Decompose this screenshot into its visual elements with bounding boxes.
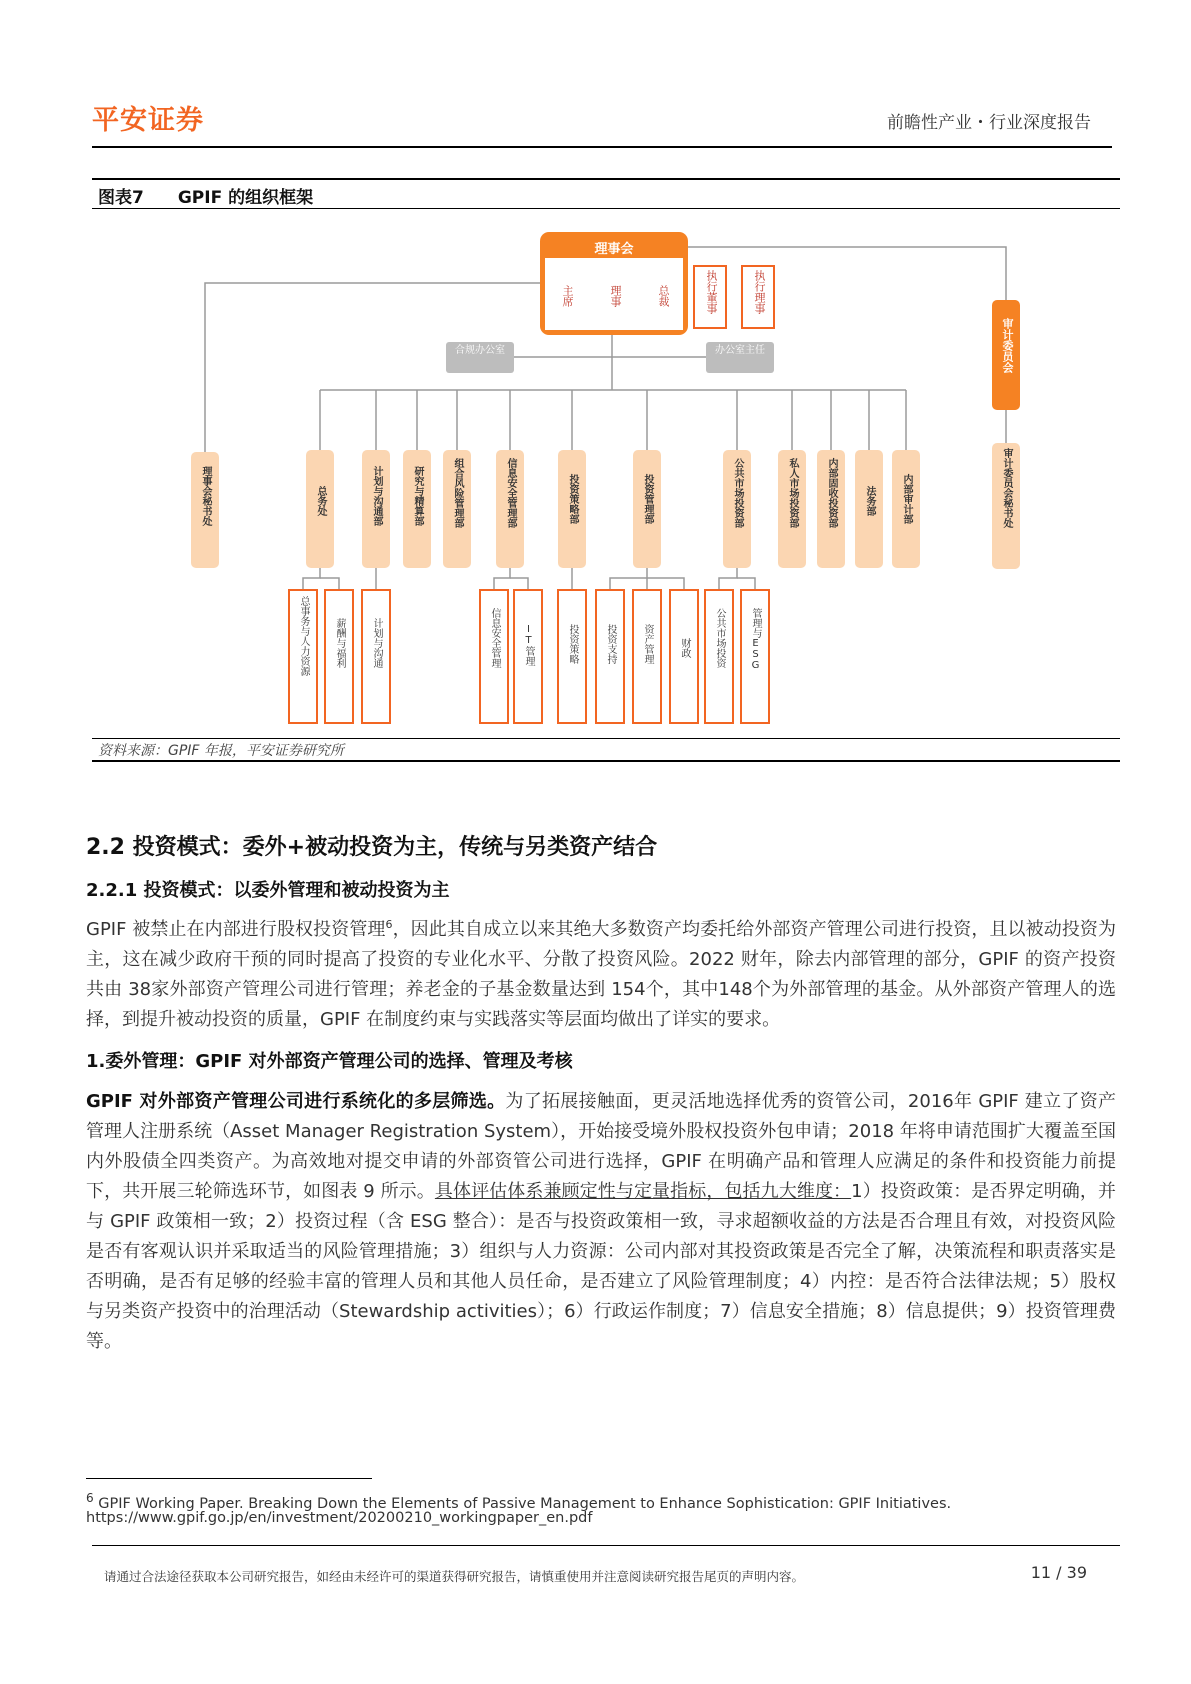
sub-general-hr: 总事务与人力资源 — [298, 596, 309, 676]
paragraph-1-part-b: ，因此其自成立以来其绝大多数资产均委托给外部资产管理公司进行投资，且以被动投资为主，这在减少政府干预的同时提高了投资的专业化水平、分散了投资风险。2022 财年，除去内部管理的部分，GPIF 的资产投资共由 38家外部资产管理公司进行管理；养老金的子基金数量达到 154个，其中148个为外部管理的基金。从外部资产管理人的选择，到提升被动投资的质量，GPIF 在制度约束与实践落实等层面均做出了详实的要求。 — [86, 919, 1116, 1030]
sub-info-security: 信息安全管理 — [489, 608, 500, 668]
paragraph-1-part-a: GPIF 被禁止在内部进行股权投资管理 — [86, 919, 386, 940]
board-secretariat-label: 理事会秘书处 — [200, 466, 211, 526]
audit-secretariat-label: 审计委员会秘书处 — [1001, 448, 1012, 528]
sub-compensation: 薪酬与福利 — [334, 618, 345, 668]
footnote-url[interactable]: https://www.gpif.go.jp/en/investment/20200210_workingpaper_en.pdf — [86, 1510, 593, 1526]
sub-it: IT管理 — [523, 624, 534, 666]
paragraph-2 — [86, 1087, 1116, 1357]
footnote-rule — [86, 1478, 372, 1479]
section-heading: 2.2 投资模式：委外+被动投资为主，传统与另类资产结合 — [86, 835, 658, 860]
subsection-heading: 2.2.1 投资模式：以委外管理和被动投资为主 — [86, 880, 450, 901]
sub-management-esg: 管理与ESG — [750, 608, 761, 671]
heading-outsourcing: 1.委外管理：GPIF 对外部资产管理公司的选择、管理及考核 — [86, 1051, 573, 1072]
dept-general-affairs: 总务处 — [315, 486, 326, 516]
footer-rule — [92, 1545, 1120, 1546]
board-member-chair: 主席 — [561, 285, 574, 307]
dept-private-market: 私人市场投资部 — [787, 458, 798, 528]
paragraph-2-part-b: 1）投资政策：是否界定明确，并与 GPIF 政策相一致；2）投资过程（含 ESG 整合）：是否与投资政策相一致，寻求超额收益的方法是否合理且有效，对投资风险是否有客观认识并采取适当的风险管理措施；3）组织与人力资源：公司内部对其投资政策是否完全了解，决策流程和职责落实是否明确，是否有足够的经验丰富的管理人员和其他人员任命，是否建立了风险管理制度；4）内控：是否符合法律法规；5）股权与另类资产投资中的治理活动（Stewardship activities）；6）行政运作制度；7）信息安全措施；8）信息提供；9）投资管理费等。 — [86, 1181, 1116, 1352]
executive-director: 执行董事 — [705, 270, 718, 314]
board-box — [540, 232, 688, 335]
paragraph-2-lead: GPIF 对外部资产管理公司进行系统化的多层筛选。 — [86, 1091, 506, 1112]
dept-internal-audit: 内部审计部 — [901, 474, 912, 524]
paragraph-2-underlined: 具体评估体系兼顾定性与定量指标，包括九大维度： — [434, 1181, 852, 1202]
executive-trustee: 执行理事 — [753, 270, 766, 314]
sub-asset-management: 资产管理 — [642, 624, 653, 664]
footnote-text: GPIF Working Paper. Breaking Down the Elements of Passive Management to Enhance Sophistication: GPIF Initiatives. — [98, 1495, 952, 1512]
dept-internal-fixed-income: 内部固收投资部 — [826, 458, 837, 528]
dept-public-market: 公共市场投资部 — [732, 458, 743, 528]
sub-finance: 财政 — [679, 638, 690, 658]
dept-planning-communication: 计划与沟通部 — [371, 466, 382, 526]
audit-committee-label: 审计委员会 — [1001, 318, 1014, 373]
footnote-number: 6 — [86, 1491, 94, 1505]
dept-investment-management: 投资管理部 — [642, 474, 653, 524]
sub-planning: 计划与沟通 — [371, 618, 382, 668]
paragraph-2-part-a: 为了拓展接触面，更灵活地选择优秀的资管公司，2016年 GPIF 建立了资产管理人注册系统（Asset Manager Registration System），开始接受境外股权投资外包申请；2018 年将申请范围扩大覆盖至国内外股债全四类资产。为高效地对提交申请的外部资管公司进行选择，GPIF 在明确产品和管理人应满足的条件和投资能力前提下，共开展三轮筛选环节，如图表 9 所示。 — [86, 1091, 1116, 1202]
sub-support: 投资支持 — [605, 624, 616, 664]
org-chart — [0, 0, 1191, 760]
report-type: 前瞻性产业・行业深度报告 — [887, 113, 1091, 133]
figure-source-bottom-rule — [92, 760, 1120, 762]
company-logo: 平安证券 — [92, 105, 204, 136]
office-director-label: 办公室主任 — [715, 345, 765, 356]
dept-investment-strategy: 投资策略部 — [567, 474, 578, 524]
footnote-ref[interactable]: 6 — [385, 918, 393, 931]
board-title: 理事会 — [594, 242, 634, 257]
page-number: 11 / 39 — [1030, 1563, 1087, 1582]
dept-research-actuarial: 研究与精算部 — [412, 466, 423, 526]
sub-public-market: 公共市场投资 — [714, 608, 725, 668]
dept-legal: 法务部 — [864, 486, 875, 516]
sub-strategy: 投资策略 — [567, 624, 578, 664]
figure-title-text: GPIF 的组织框架 — [177, 188, 314, 208]
paragraph-1 — [86, 910, 1116, 1035]
figure-source: 资料来源：GPIF 年报，平安证券研究所 — [98, 743, 344, 759]
compliance-office-label: 合规办公室 — [455, 345, 505, 356]
figure-label: 图表7 — [98, 188, 144, 208]
board-member-president: 总裁 — [657, 285, 670, 307]
footer-disclaimer: 请通过合法途径获取本公司研究报告，如经由未经许可的渠道获得研究报告，请慎重使用并注意阅读研究报告尾页的声明内容。 — [104, 1569, 805, 1584]
figure-source-top-rule — [92, 738, 1120, 739]
board-member-trustee: 理事 — [609, 285, 622, 307]
dept-info-security: 信息安全管理部 — [505, 458, 516, 528]
dept-portfolio-risk: 组合风险管理部 — [452, 458, 463, 528]
